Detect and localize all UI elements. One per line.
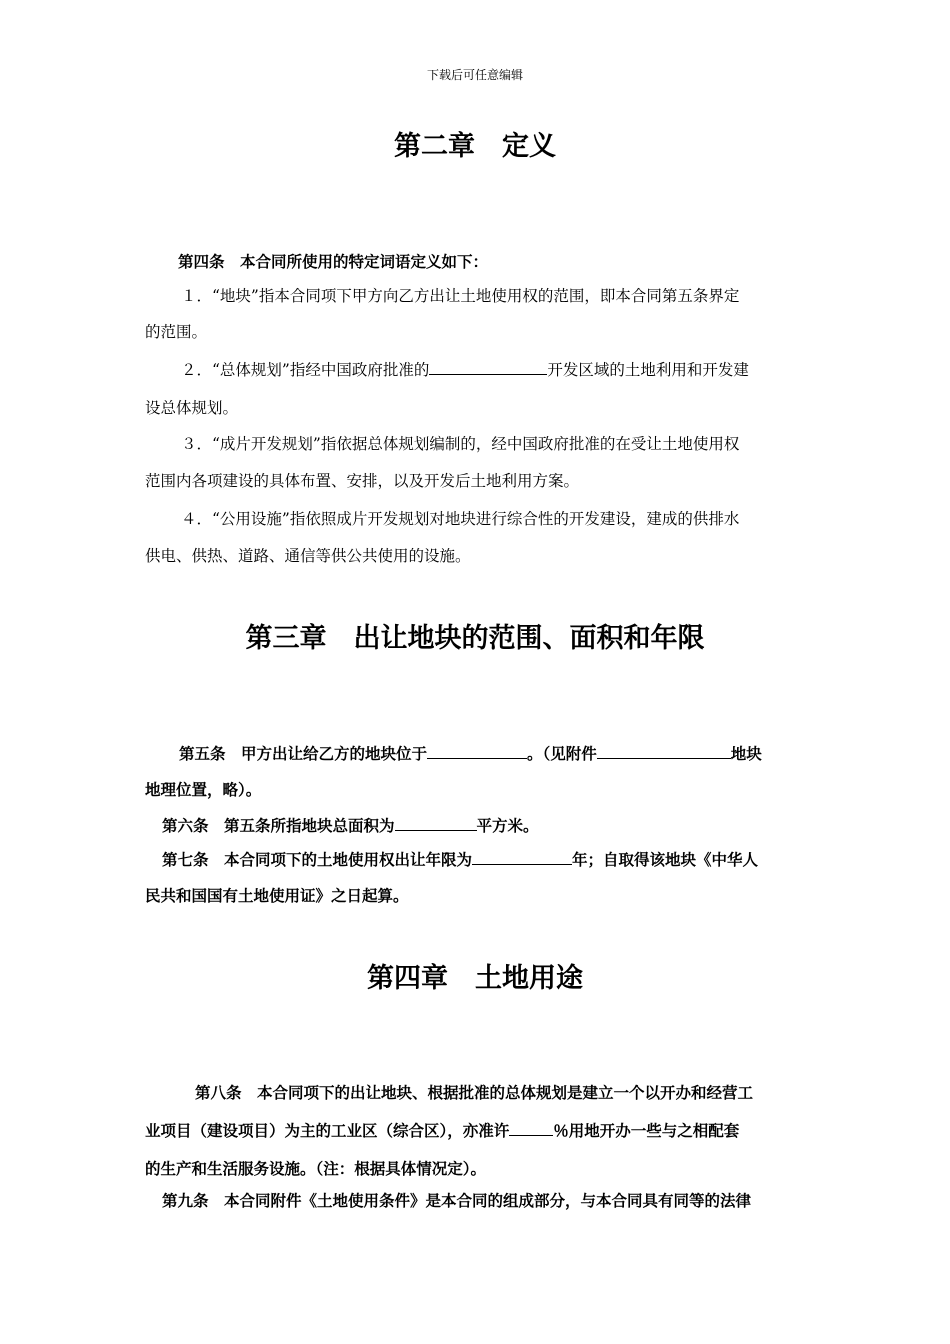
article-8-line-2-text-a: 业项目（建设项目）为主的工业区（综合区），亦准许	[145, 1122, 510, 1140]
chapter-4-title: 第四章 土地用途	[367, 963, 583, 994]
article-6-text-a: 第六条 第五条所指地块总面积为	[162, 817, 395, 835]
definition-item-3-line-2: 范围内各项建设的具体布置、安排，以及开发后土地利用方案。	[145, 472, 580, 490]
definition-item-3-line-1: ３．“成片开发规划”指依据总体规划编制的，经中国政府批准的在受让土地使用权	[181, 435, 740, 453]
definition-item-2-line-2: 设总体规划。	[145, 399, 239, 417]
article-7-line-2: 民共和国国有土地使用证》之日起算。	[145, 887, 409, 905]
article-6	[145, 814, 806, 836]
article-5-text-b: 。（见附件	[527, 745, 597, 763]
blank-percentage[interactable]	[509, 1121, 553, 1136]
definition-item-1	[145, 284, 806, 306]
article-5	[145, 742, 806, 764]
chapter-2-title: 第二章 定义	[394, 131, 556, 162]
definition-item-2-cont	[145, 396, 806, 418]
header-note: 下载后可任意编辑	[426, 68, 523, 82]
article-8-line-3: 的生产和生活服务设施。（注：根据具体情况定）。	[145, 1160, 487, 1178]
blank-attachment[interactable]	[597, 744, 731, 759]
definition-item-4-line-2: 供电、供热、道路、通信等供公共使用的设施。	[145, 547, 471, 565]
definition-item-1-cont	[145, 320, 806, 342]
article-7-cont	[145, 884, 806, 906]
article-8-line-1: 第八条 本合同项下的出让地块、根据批准的总体规划是建立一个以开办和经营工	[195, 1084, 754, 1102]
definition-item-3-cont	[145, 469, 806, 491]
article-8-cont-2	[145, 1157, 806, 1179]
article-5-cont	[145, 778, 806, 800]
blank-development-area[interactable]	[429, 360, 547, 375]
article-7-text-a: 第七条 本合同项下的土地使用权出让年限为	[162, 851, 473, 869]
definition-item-2-text-a: ２．“总体规划”指经中国政府批准的	[181, 361, 430, 379]
definition-item-2-text-b: 开发区域的土地利用和开发建	[547, 361, 749, 379]
definition-item-1-line-1: １．“地块”指本合同项下甲方向乙方出让土地使用权的范围，即本合同第五条界定	[181, 287, 740, 305]
article-8-cont	[145, 1119, 806, 1141]
article-9-line-1: 第九条 本合同附件《土地使用条件》是本合同的组成部分，与本合同具有同等的法律	[162, 1192, 752, 1210]
blank-location[interactable]	[427, 744, 527, 759]
article-6-text-b: 平方米。	[476, 817, 539, 835]
definition-item-3	[145, 432, 806, 454]
definition-item-4-line-1: ４．“公用设施”指依照成片开发规划对地块进行综合性的开发建设，建成的供排水	[181, 510, 740, 528]
article-7-text-b: 年；自取得该地块《中华人	[572, 851, 759, 869]
blank-term-years[interactable]	[472, 850, 572, 865]
article-7	[145, 848, 806, 870]
blank-total-area[interactable]	[395, 816, 477, 831]
article-4-heading: 第四条 本合同所使用的特定词语定义如下：	[178, 253, 489, 271]
chapter-3-title: 第三章 出让地块的范围、面积和年限	[245, 623, 705, 654]
article-5-text-c: 地块	[730, 745, 762, 763]
article-5-line-2: 地理位置，略）。	[145, 781, 262, 799]
definition-item-2	[145, 358, 806, 380]
article-8-line-2-text-b: ％用地开办一些与之相配套	[553, 1122, 740, 1140]
definition-item-1-line-2: 的范围。	[145, 323, 208, 341]
definition-item-4-cont	[145, 544, 806, 566]
article-8	[145, 1081, 806, 1103]
article-9	[145, 1189, 806, 1211]
definition-item-4	[145, 507, 806, 529]
article-5-text-a: 第五条 甲方出让给乙方的地块位于	[179, 745, 428, 763]
